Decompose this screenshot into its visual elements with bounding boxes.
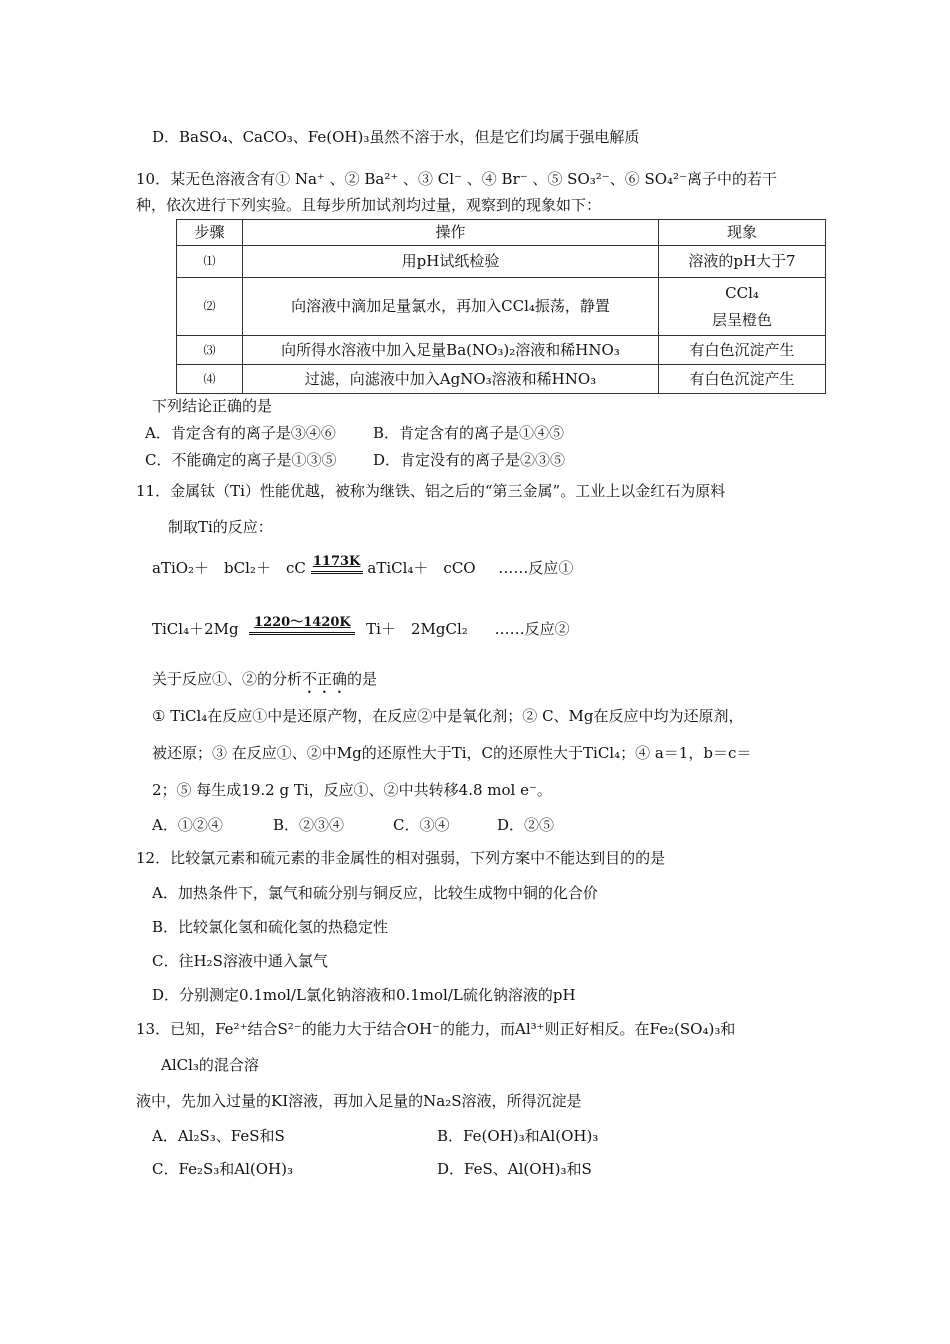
operation-cell: 向溶液中滴加足量氯水，再加入CCl₄振荡，静置 — [243, 278, 659, 336]
experiment-table — [176, 219, 826, 394]
q10-option-d: D．肯定没有的离子是②③⑤ — [373, 451, 566, 469]
q11-option-c: C．③④ — [393, 816, 450, 834]
table-row — [177, 246, 826, 278]
reaction-2-condition: 1220～1420K — [254, 615, 351, 630]
q10-option-c: C．不能确定的离子是①③⑤ — [145, 451, 337, 469]
reaction-2-lhs: TiCl₄＋2Mg — [152, 620, 239, 638]
reaction-1-lhs: aTiO₂＋ bCl₂＋ cC — [152, 559, 306, 577]
q10-option-a: A．肯定含有的离子是③④⑥ — [145, 424, 336, 442]
q11-option-b: B．②③④ — [273, 816, 345, 834]
phenomenon-cell: 溶液的pH大于7 — [659, 246, 826, 278]
q11-option-a: A．①②④ — [152, 816, 223, 834]
header-step: 步骤 — [177, 220, 243, 246]
q13-option-d: D．FeS、Al(OH)₃和S — [437, 1160, 592, 1178]
q13-stem-line2: AlCl₃的混合溶 — [161, 1056, 259, 1074]
table-header-row — [177, 220, 826, 246]
reaction-1-arrow — [311, 554, 363, 574]
phenomenon-line1: CCl₄ — [725, 283, 759, 302]
reaction-2-arrow — [249, 615, 355, 635]
q11-statement-line1: ① TiCl₄在反应①中是还原产物，在反应②中是氧化剂；② C、Mg在反应中均为还原剂， — [152, 707, 744, 725]
q10-option-b: B．肯定含有的离子是①④⑤ — [373, 424, 565, 442]
reaction-1 — [152, 554, 574, 578]
phenomenon-cell: 有白色沉淀产生 — [659, 365, 826, 394]
operation-cell: 过滤，向滤液中加入AgNO₃溶液和稀HNO₃ — [243, 365, 659, 394]
q12-stem: 12．比较氯元素和硫元素的非金属性的相对强弱，下列方案中不能达到目的的是 — [136, 849, 666, 867]
q13-option-b: B．Fe(OH)₃和Al(OH)₃ — [437, 1127, 599, 1145]
q11-question-suffix: 的是 — [347, 670, 378, 688]
q13-stem-line1: 13．已知，Fe²⁺结合S²⁻的能力大于结合OH⁻的能力，而Al³⁺则正好相反。在Fe₂(SO₄)₃和 — [136, 1020, 736, 1038]
q11-question-emphasis: 不正确 — [302, 670, 348, 688]
reaction-1-rhs: aTiCl₄＋ cCO — [367, 559, 476, 577]
q12-option-d: D．分别测定0.1mol/L氯化钠溶液和0.1mol/L硫化钠溶液的pH — [152, 986, 576, 1004]
step-cell: ⑶ — [177, 336, 243, 365]
q13-stem-line3: 液中，先加入过量的KI溶液，再加入足量的Na₂S溶液，所得沉淀是 — [136, 1092, 582, 1110]
q11-stem-line2: 制取Ti的反应： — [168, 518, 273, 536]
q11-statement-line3: 2；⑤ 每生成19.2 g Ti，反应①、②中共转移4.8 mol e⁻。 — [152, 781, 552, 799]
phenomenon-cell — [659, 278, 826, 336]
table-row — [177, 278, 826, 336]
step-cell: ⑷ — [177, 365, 243, 394]
table-row — [177, 336, 826, 365]
step-cell: ⑵ — [177, 278, 243, 336]
reaction-1-condition: 1173K — [312, 554, 361, 569]
q10-question: 下列结论正确的是 — [152, 397, 273, 415]
q11-stem-line1: 11．金属钛（Ti）性能优越，被称为继铁、铝之后的“第三金属”。工业上以金红石为原料 — [136, 482, 726, 500]
reaction-2-rhs: Ti＋ 2MgCl₂ — [366, 620, 468, 638]
table-row — [177, 365, 826, 394]
operation-cell: 用pH试纸检验 — [243, 246, 659, 278]
q11-option-d: D．②⑤ — [497, 816, 555, 834]
header-operation: 操作 — [243, 220, 659, 246]
header-phenomenon: 现象 — [659, 220, 826, 246]
q13-option-c: C．Fe₂S₃和Al(OH)₃ — [152, 1160, 293, 1178]
operation-cell: 向所得水溶液中加入足量Ba(NO₃)₂溶液和稀HNO₃ — [243, 336, 659, 365]
q11-question-prefix: 关于反应①、②的分析 — [152, 670, 303, 688]
q12-option-c: C．往H₂S溶液中通入氯气 — [152, 952, 328, 970]
q12-option-b: B．比较氯化氢和硫化氢的热稳定性 — [152, 918, 389, 936]
q12-option-a: A．加热条件下，氯气和硫分别与铜反应，比较生成物中铜的化合价 — [152, 884, 598, 902]
phenomenon-cell: 有白色沉淀产生 — [659, 336, 826, 365]
reaction-1-tag: ……反应① — [498, 559, 574, 577]
phenomenon-line2: 层呈橙色 — [711, 310, 772, 329]
q13-option-a: A．Al₂S₃、FeS和S — [152, 1127, 285, 1145]
q11-statement-line2: 被还原；③ 在反应①、②中Mg的还原性大于Ti，C的还原性大于TiCl₄；④ a＝1，b＝c＝ — [152, 744, 752, 762]
q10-stem-line1: 10．某无色溶液含有① Na⁺ 、② Ba²⁺ 、③ Cl⁻ 、④ Br⁻ 、⑤ SO₃²⁻、⑥ SO₄²⁻离子中的若干 — [136, 170, 777, 188]
q11-question — [152, 670, 377, 697]
step-cell: ⑴ — [177, 246, 243, 278]
q9-option-d: D．BaSO₄、CaCO₃、Fe(OH)₃虽然不溶于水，但是它们均属于强电解质 — [152, 128, 640, 146]
reaction-2-tag: ……反应② — [494, 620, 570, 638]
reaction-2 — [152, 615, 570, 639]
q10-stem-line2: 种，依次进行下列实验。且每步所加试剂均过量，观察到的现象如下： — [136, 196, 602, 214]
